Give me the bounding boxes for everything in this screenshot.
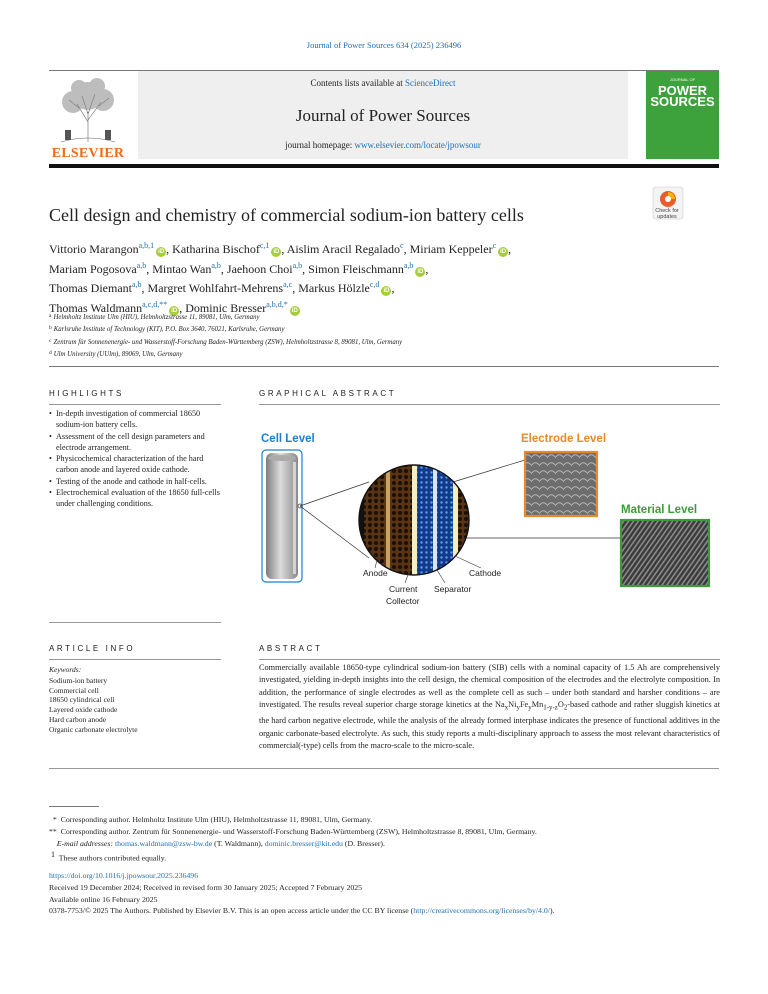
email-link-waldmann[interactable]: thomas.waldmann@zsw-bw.de — [114, 838, 213, 848]
affiliation: $^a$ Helmholtz Institute Ulm (HIU), Helmholtzstrasse 11, 89081, Ulm, Germany — [49, 313, 260, 321]
keyword: 18650 cylindrical cell — [49, 695, 115, 705]
elsevier-wordmark: ELSEVIER — [51, 146, 125, 161]
orcid-icon[interactable]: iD — [500, 249, 507, 255]
abstract-heading: ABSTRACT — [259, 644, 323, 653]
keyword: Sodium-ion battery — [49, 676, 108, 685]
contents-available — [138, 78, 628, 88]
material-level-label: Material Level — [621, 504, 698, 516]
author[interactable]: Mariam Pogosova$^{a,b}$ — [49, 260, 147, 276]
current-collector-label-1: Current — [389, 584, 418, 594]
electrode-level-label: Electrode Level — [521, 433, 607, 445]
publication-info — [49, 870, 739, 917]
keywords-list — [49, 676, 138, 734]
keyword: Commercial cell — [49, 685, 99, 695]
abstract-bottom-rule — [49, 768, 719, 769]
affiliation: $^b$ Karlsruhe Institute of Technology (KIT), P.O. Box 3640, 76021, Karlsruhe, Germany — [49, 325, 285, 334]
author[interactable]: Vittorio Marangon$^{a,b,1}$iD — [49, 241, 165, 256]
header-bottom-rule — [49, 164, 719, 168]
author[interactable]: Thomas Waldmann$^{a,c,d,**}$iD — [49, 299, 178, 315]
material-tem-image — [621, 520, 709, 586]
homepage-link[interactable]: www.elsevier.com/locate/jpowsour — [354, 140, 481, 150]
highlight-item: • Assessment of the cell design parameters and electrode arrangement. — [49, 431, 221, 454]
author[interactable]: Aislim Aracil Regalado$^c$ — [286, 241, 404, 256]
highlights-list — [49, 408, 221, 510]
separator-label: Separator — [434, 584, 472, 594]
footnote-equal-contribution: $^1$ These authors contributed equally. — [50, 850, 167, 863]
affiliations-rule — [49, 366, 719, 367]
author[interactable]: Katharina Bischof$^{c,1}$iD — [172, 241, 280, 256]
sciencedirect-link[interactable]: ScienceDirect — [405, 78, 456, 88]
current-collector-label-2: Collector — [386, 596, 420, 606]
journal-citation[interactable]: Journal of Power Sources 634 (2025) 236496 — [306, 40, 462, 50]
highlight-item: • In-depth investigation of commercial 18650 sodium-ion battery cells. — [49, 408, 221, 431]
affiliation: $^d$ Ulm University (UUlm), 89069, Ulm, Germany — [49, 349, 183, 358]
keyword: Layered oxide cathode — [49, 705, 118, 715]
graphical-abstract-rule — [259, 404, 720, 405]
article-info-heading: ARTICLE INFO — [49, 644, 136, 653]
footnote-corresponding-2: ** Corresponding author. Zentrum für Sonnenenergie- und Wasserstoff-Forschung Baden-Württemberg (ZSW), Helmholtzstrasse 8, 89081, Ulm, Germany. — [49, 826, 537, 836]
abstract-rule — [259, 659, 720, 660]
orcid-icon[interactable]: iD — [417, 268, 424, 275]
author[interactable]: Simon Fleischmann$^{a,b}$iD — [308, 260, 424, 276]
cover-title — [646, 85, 719, 107]
orcid-icon[interactable]: iD — [383, 288, 390, 294]
article-title: Cell design and chemistry of commercial sodium-ion battery cells — [49, 205, 524, 225]
author[interactable]: Miriam Keppeler$^c$iD — [409, 241, 507, 256]
email-link-bresser[interactable]: dominic.bresser@kit.edu — [264, 838, 343, 848]
keyword: Hard carbon anode — [49, 714, 107, 724]
highlights-rule — [49, 404, 221, 405]
author-list: Vittorio Marangon$^{a,b,1}$iD , Katharina Bischof$^{c,1}$iD , Aislim Aracil Regalado$^c$, Miriam Keppeler$^c$iD , Mariam Pogosova$^{a,b}$, Mintao Wan$^{a,b}$, Jaehoon Choi$^{a,b}$, Simon Fleischmann$^{a,b}$iD , Thomas Diemant$^{a,b}$, Margret Wohlfahrt-Mehrens$^{a,c}$, Markus Hölzle$^{c,d}$iD , Thomas Waldmann$^{a,c,d,**}$iD , Dominic Bresser$^{a,b,d,*}$iD — [49, 241, 512, 315]
affiliations — [49, 311, 402, 360]
badge-line2: updates — [657, 214, 677, 220]
article-info-top-rule — [49, 622, 221, 623]
highlight-item: • Electrochemical evaluation of the 18650 full-cells under challenging conditions. — [49, 487, 221, 510]
check-for-updates-label[interactable] — [645, 208, 689, 220]
footnote-corresponding-1: * Corresponding author. Helmholtz Institute Ulm (HIU), Helmholtzstrasse 11, 89081, Ulm, Germany. — [49, 815, 373, 824]
author[interactable]: Jaehoon Choi$^{a,b}$ — [226, 260, 303, 276]
journal-homepage — [138, 140, 628, 150]
cover-line2: SOURCES — [650, 94, 715, 109]
journal-cover[interactable] — [646, 71, 719, 159]
author[interactable]: Markus Hölzle$^{c,d}$iD — [298, 280, 390, 295]
author[interactable]: Dominic Bresser$^{a,b,d,*}$iD — [185, 299, 298, 315]
keyword: Organic carbonate electrolyte — [49, 724, 138, 734]
doi-link[interactable]: https://doi.org/10.1016/j.jpowsour.2025.236496 — [49, 871, 199, 880]
footnote-emails: E-mail addresses: thomas.waldmann@zsw-bw.de (T. Waldmann), dominic.bresser@kit.edu (D. Bresser). — [56, 838, 385, 848]
orcid-icon[interactable]: iD — [291, 307, 298, 314]
orcid-icon[interactable]: iD — [158, 249, 165, 255]
graphical-abstract-figure — [259, 420, 720, 620]
highlights-heading: HIGHLIGHTS — [49, 389, 124, 398]
cell-level-label: Cell Level — [261, 433, 315, 445]
anode-label: Anode — [363, 568, 388, 578]
author[interactable]: Mintao Wan$^{a,b}$ — [152, 260, 221, 276]
contents-prefix: Contents lists available at — [310, 78, 403, 88]
cathode-label: Cathode — [469, 568, 502, 578]
homepage-prefix: journal homepage: — [285, 140, 353, 150]
footnotes — [49, 814, 729, 865]
orcid-icon[interactable]: iD — [273, 249, 280, 255]
journal-title: Journal of Power Sources — [295, 106, 471, 125]
keywords-label: Keywords: — [49, 665, 82, 674]
highlight-item: • Physicochemical characterization of the hard carbon anode and layered oxide cathode. — [49, 453, 221, 476]
electrode-sem-image — [525, 452, 597, 516]
affiliation: $^c$ Zentrum für Sonnenenergie- und Wasserstoff-Forschung Baden-Württemberg (ZSW), Helmholtzstrasse 8, 89081, Ulm, Germany — [49, 337, 403, 346]
cylindrical-cell-image — [262, 450, 302, 582]
highlight-item: • Testing of the anode and cathode in half-cells. — [49, 476, 221, 487]
badge-line1: Check for — [655, 208, 679, 214]
author[interactable]: Margret Wohlfahrt-Mehrens$^{a,c}$ — [147, 280, 293, 295]
orcid-icon[interactable]: iD — [171, 307, 178, 314]
graphical-abstract-heading: GRAPHICAL ABSTRACT — [259, 389, 397, 398]
cover-small-text: JOURNAL OF — [669, 77, 696, 82]
author[interactable]: Thomas Diemant$^{a,b}$ — [49, 280, 142, 295]
abstract-text: Commercially available 18650-type cylindrical sodium-ion battery (SIB) cells with a nominal capacity of 1.5 Ah are comprehensively investigated, yielding in-depth insights into the cell design, the chemical composition of the electrodes and the electrolyte composition. In addition, the performance of single electrodes as well as the complete cell as such – under both standard and harsher conditions – are investigated. The results reveal superior charge storage kinetics at the $Na_xNi_yFe_yMn_{1-y-z}O_2$-based cathode and rather sluggish kinetics at the hard carbon negative electrode, while the analysis of the already formed interphase indicates the presence of functional additives in the organic carbonate-based electrolyte. As such, this study reports a multi-disciplinary approach to assess the most relevant characteristics of commercial(-type) cells from the macro-scale to the micro-scale. — [259, 663, 720, 751]
cover-line1: POWER — [657, 83, 708, 98]
available-online: Available online 16 February 2025 — [49, 894, 158, 904]
received-dates: Received 19 December 2024; Received in revised form 30 January 2025; Accepted 7 February 2025 — [49, 882, 363, 892]
license-link[interactable]: http://creativecommons.org/licenses/by/4.0/ — [413, 906, 550, 916]
article-info-rule — [49, 659, 221, 660]
footnote-rule — [49, 806, 99, 807]
license-line: 0378-7753/© 2025 The Authors. Published by Elsevier B.V. This is an open access article under the CC BY license (http://creativecommons.org/licenses/by/4.0/). — [49, 906, 555, 916]
